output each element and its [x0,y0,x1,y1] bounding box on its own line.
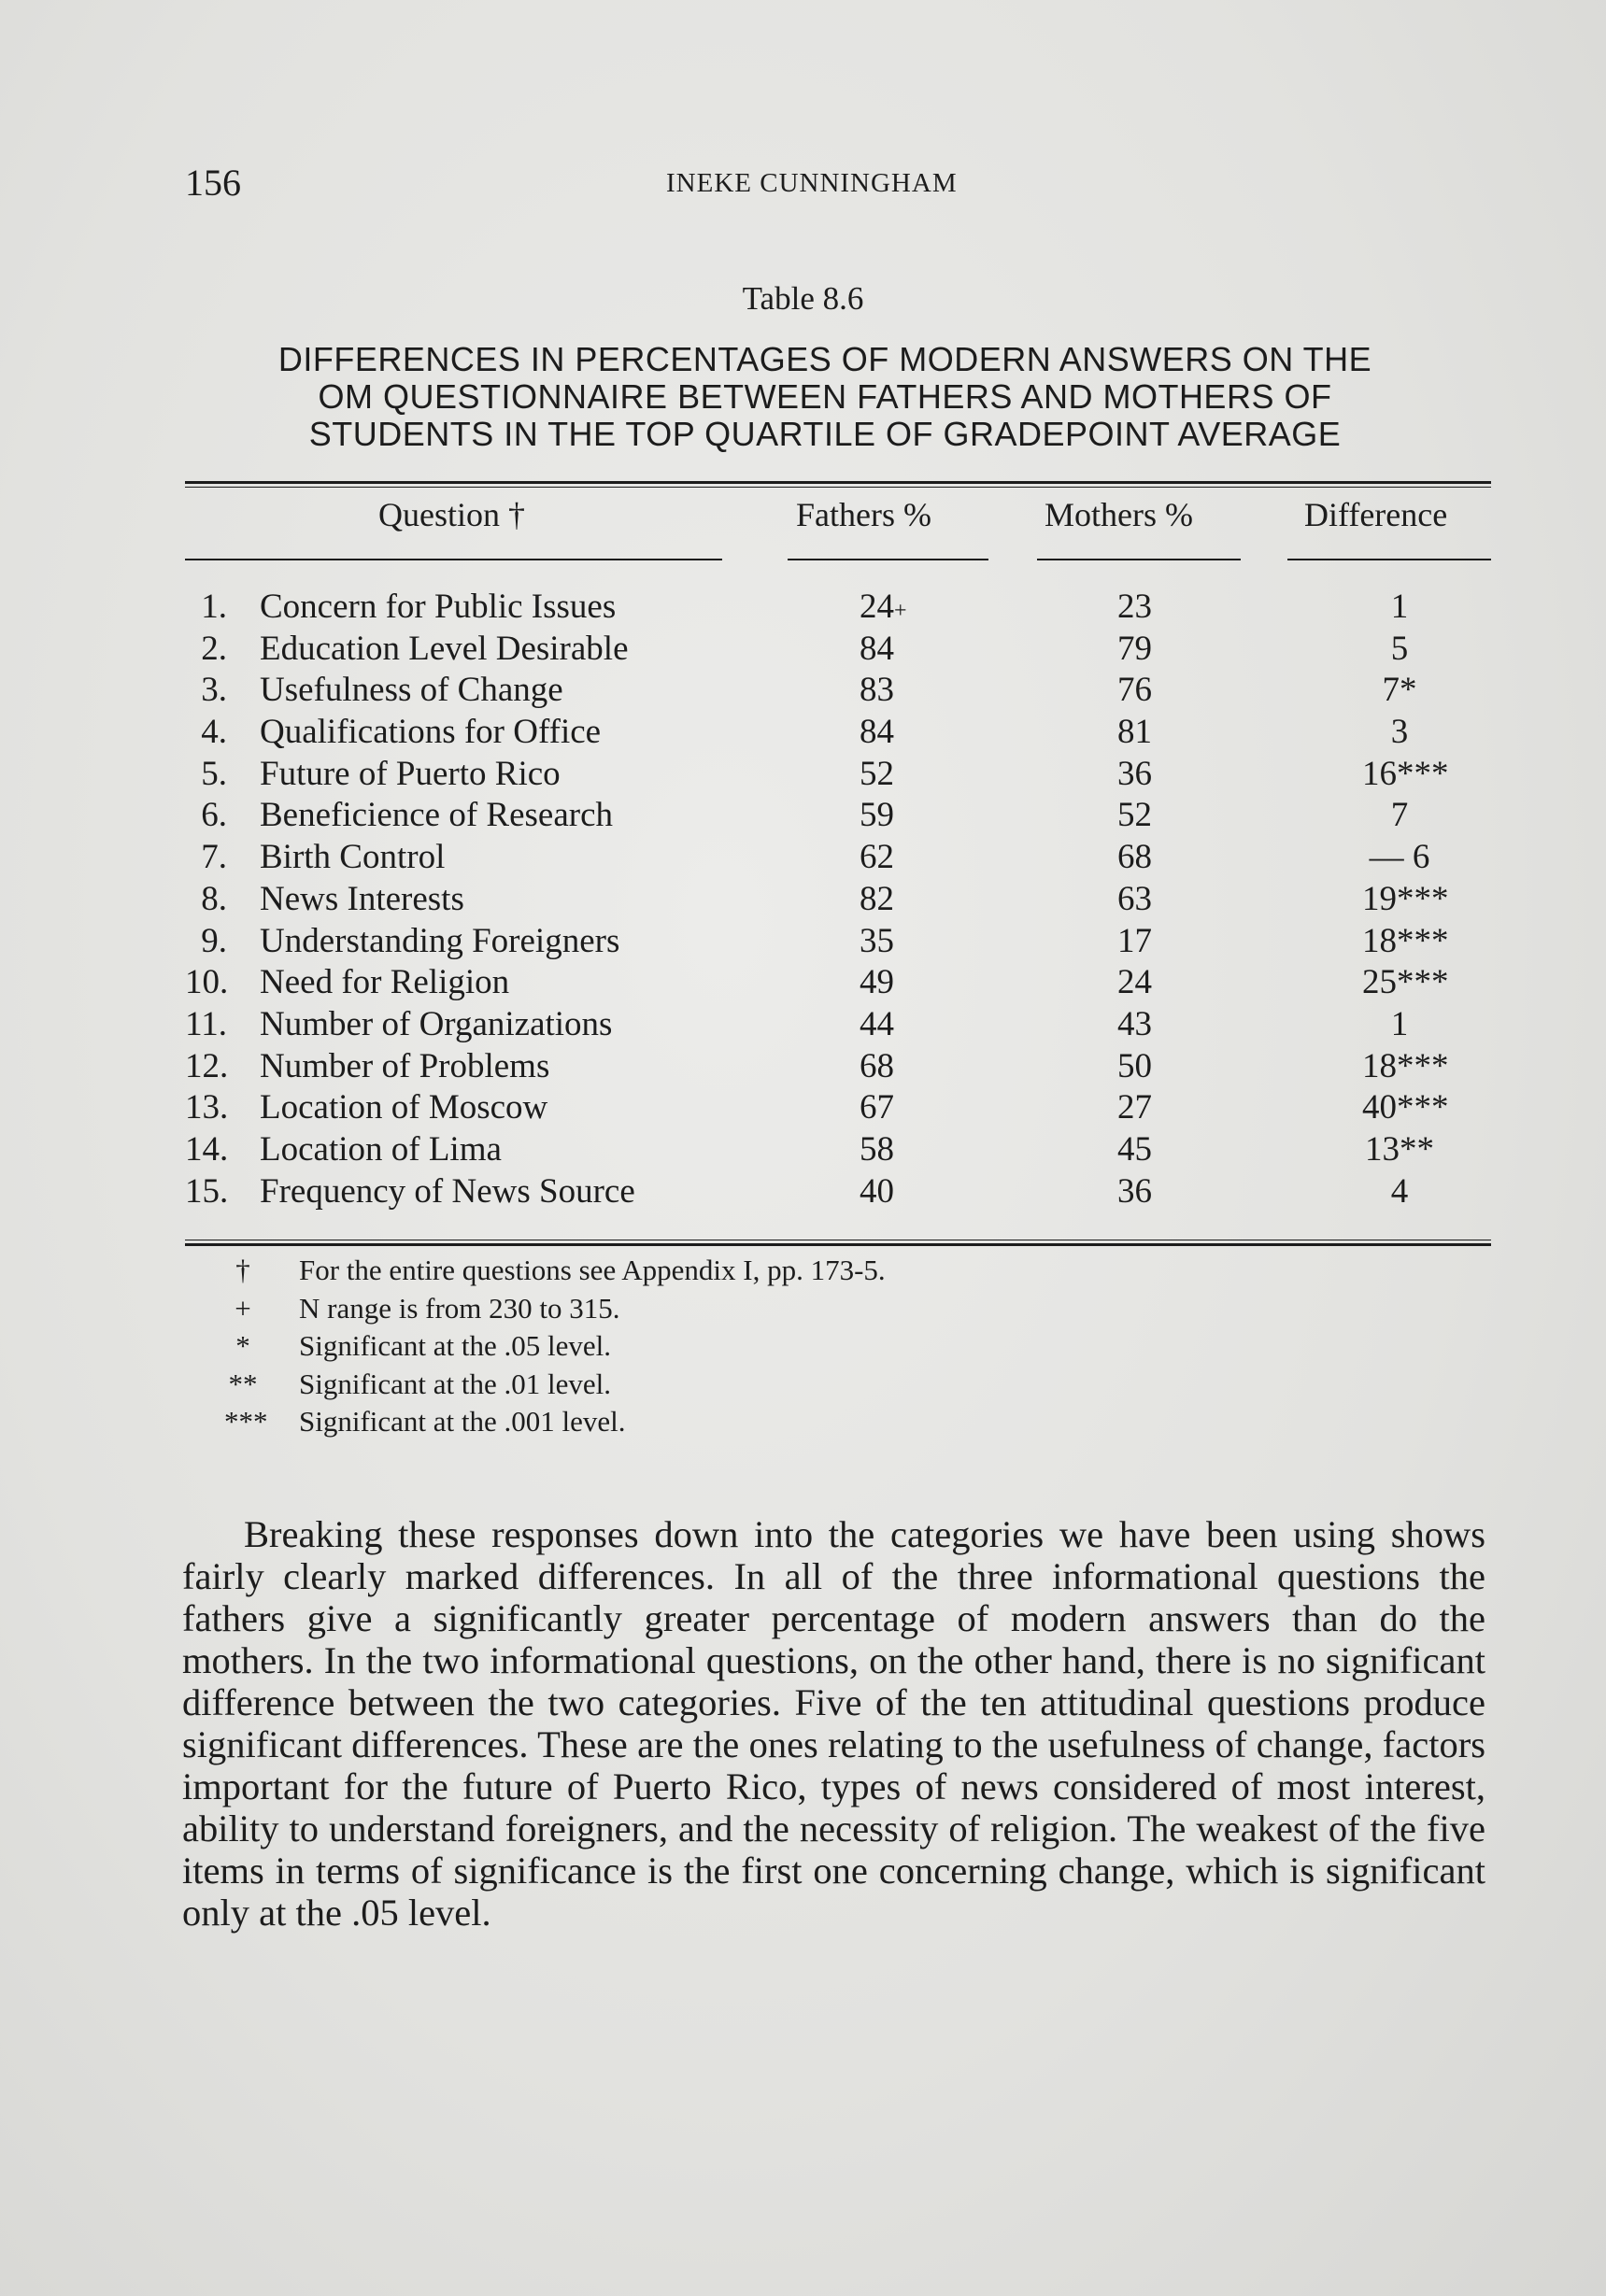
body-text [182,1513,1485,1934]
table-row [185,587,1493,629]
row-number: 2. [201,629,227,668]
row-fathers-percent: 68 [860,1046,894,1085]
row-question: Future of Puerto Rico [260,754,561,793]
row-question: Understanding Foreigners [260,921,620,960]
row-difference: 5 [1390,629,1409,668]
row-difference: 25*** [1362,963,1449,1002]
row-number: 4. [201,713,227,752]
row-number: 7. [201,838,227,877]
row-difference: 16*** [1362,754,1449,793]
table-bottom-rule-thick [185,1243,1491,1246]
row-question: Education Level Desirable [260,629,629,668]
column-underline-fathers [788,559,988,560]
row-fathers-percent: 58 [860,1129,894,1169]
row-difference: 7* [1382,671,1417,710]
table-row [185,754,1493,796]
row-number: 8. [201,879,227,918]
row-mothers-percent: 63 [1117,879,1152,918]
footnote [224,1252,1345,1290]
row-fathers-percent: 82 [860,879,894,918]
row-number: 15. [185,1171,229,1211]
column-header-mothers: Mothers % [1045,496,1193,533]
table-row [185,921,1493,963]
row-question: News Interests [260,879,464,918]
row-question: Need for Religion [260,963,510,1002]
row-question: Birth Control [260,838,446,877]
footnote-text: Significant at the .01 level. [299,1367,612,1400]
column-underline-difference [1287,559,1491,560]
row-mothers-percent: 52 [1117,796,1152,835]
table-title-line: DIFFERENCES IN PERCENTAGES OF MODERN ANSWERS ON THE [277,340,1372,378]
table-row [185,1004,1493,1046]
page-number: 156 [185,162,241,204]
row-number: 14. [185,1129,229,1169]
row-fathers-percent: 62 [860,838,894,877]
row-question: Location of Lima [260,1129,502,1169]
body-paragraph: Breaking these responses down into the categories we have been using shows fairly clearly marked differences. In all of the three informational questions the fathers give a significantly greater percentage of modern answers than do the mothers. In the two informational questions, on the other hand, there is no significant difference between the two categories. Five of the ten attitudinal questions produce significant differences. These are the ones relating to the usefulness of change, factors important for the future of Puerto Rico, types of news considered of most interest, ability to understand foreigners, and the necessity of religion. The weakest of the five items in terms of significance is the first one concerning change, which is significant only at the .05 level. [182,1513,1485,1934]
row-mothers-percent: 43 [1117,1004,1152,1043]
column-underline-question [185,559,722,560]
row-mothers-percent: 45 [1117,1129,1152,1169]
table-row [185,1171,1493,1213]
row-question: Number of Organizations [260,1004,613,1043]
footnote-symbol: ** [228,1367,258,1400]
row-question: Frequency of News Source [260,1171,635,1211]
row-question: Number of Problems [260,1046,550,1085]
page-header [185,161,1493,207]
column-header-fathers: Fathers % [796,496,931,533]
row-question: Concern for Public Issues [260,588,617,626]
row-fathers-percent: 35 [860,921,894,960]
table-row [185,712,1493,754]
row-number: 9. [201,921,227,960]
row-difference: 13** [1365,1129,1434,1169]
row-number: 1. [201,588,227,626]
table-row [185,879,1493,921]
row-number: 11. [185,1004,227,1043]
table-label: Table 8.6 [742,280,864,317]
footnote [224,1327,1345,1366]
row-mothers-percent: 79 [1117,629,1152,668]
row-number: 10. [185,963,229,1002]
row-mothers-percent: 27 [1117,1088,1152,1127]
table-row [185,962,1493,1004]
row-difference: 18*** [1362,1046,1449,1085]
row-fathers-percent: 52 [860,754,894,793]
footnote [224,1290,1345,1328]
row-mothers-percent: 24 [1117,963,1152,1002]
row-mothers-percent: 17 [1117,921,1152,960]
row-difference: 1 [1390,1004,1409,1043]
row-difference: — 6 [1369,838,1430,877]
column-header-difference: Difference [1304,496,1448,533]
row-mothers-percent: 36 [1117,754,1152,793]
row-fathers-percent: 40 [860,1171,894,1211]
row-number: 13. [185,1088,229,1127]
row-question: Location of Moscow [260,1088,548,1127]
table-title-line: STUDENTS IN THE TOP QUARTILE OF GRADEPOINT AVERAGE [308,415,1342,453]
row-difference: 3 [1390,713,1409,752]
row-mothers-percent: 50 [1117,1046,1152,1085]
row-fathers-percent: 67 [860,1088,894,1127]
row-fathers-percent: 24+ [860,588,907,626]
row-difference: 40*** [1362,1088,1449,1127]
row-difference: 4 [1390,1171,1409,1211]
row-difference: 19*** [1362,879,1449,918]
row-mothers-percent: 76 [1117,671,1152,710]
row-question: Qualifications for Office [260,713,602,752]
table-body [185,587,1493,1212]
row-question: Usefulness of Change [260,671,563,710]
footnote-text: For the entire questions see Appendix I, pp. 173-5. [299,1254,886,1286]
table-title [185,341,1465,453]
row-difference: 1 [1390,588,1409,626]
column-header-question: Question † [378,496,525,533]
footnote [224,1403,1345,1441]
row-mothers-percent: 23 [1117,588,1152,626]
row-mothers-percent: 81 [1117,713,1152,752]
row-fathers-percent: 83 [860,671,894,710]
table-row [185,629,1493,671]
footnote-text: Significant at the .001 level. [299,1405,626,1438]
table-row [185,1046,1493,1088]
row-number: 5. [201,754,227,793]
table-top-rule [185,481,1491,484]
row-difference: 7 [1390,796,1409,835]
footnote-symbol: * [235,1329,250,1362]
row-fathers-percent: 84 [860,629,894,668]
table-row [185,837,1493,879]
column-underline-mothers [1037,559,1241,560]
row-number: 3. [201,671,227,710]
row-mothers-percent: 36 [1117,1171,1152,1211]
row-mothers-percent: 68 [1117,838,1152,877]
row-number: 12. [185,1046,229,1085]
footnote-text: Significant at the .05 level. [299,1329,612,1362]
row-number: 6. [201,796,227,835]
row-difference: 18*** [1362,921,1449,960]
row-question: Beneficience of Research [260,796,614,835]
row-fathers-percent: 84 [860,713,894,752]
table-row [185,795,1493,837]
row-fathers-percent: 59 [860,796,894,835]
table-row [185,670,1493,712]
table-row [185,1129,1493,1171]
footnote-text: N range is from 230 to 315. [299,1291,620,1325]
footnote-symbol: *** [224,1405,268,1438]
table-row [185,1087,1493,1129]
table-footnotes [224,1252,1345,1441]
row-fathers-percent: 49 [860,963,894,1002]
footnote-symbol: + [235,1291,251,1325]
footnote [224,1366,1345,1404]
running-head: INEKE CUNNINGHAM [666,168,958,198]
row-fathers-mark: + [894,599,907,623]
table-top-rule-thin [185,487,1491,488]
footnote-symbol: † [235,1254,250,1286]
row-fathers-percent: 44 [860,1004,894,1043]
table-title-line: OM QUESTIONNAIRE BETWEEN FATHERS AND MOTHERS OF [318,377,1332,416]
